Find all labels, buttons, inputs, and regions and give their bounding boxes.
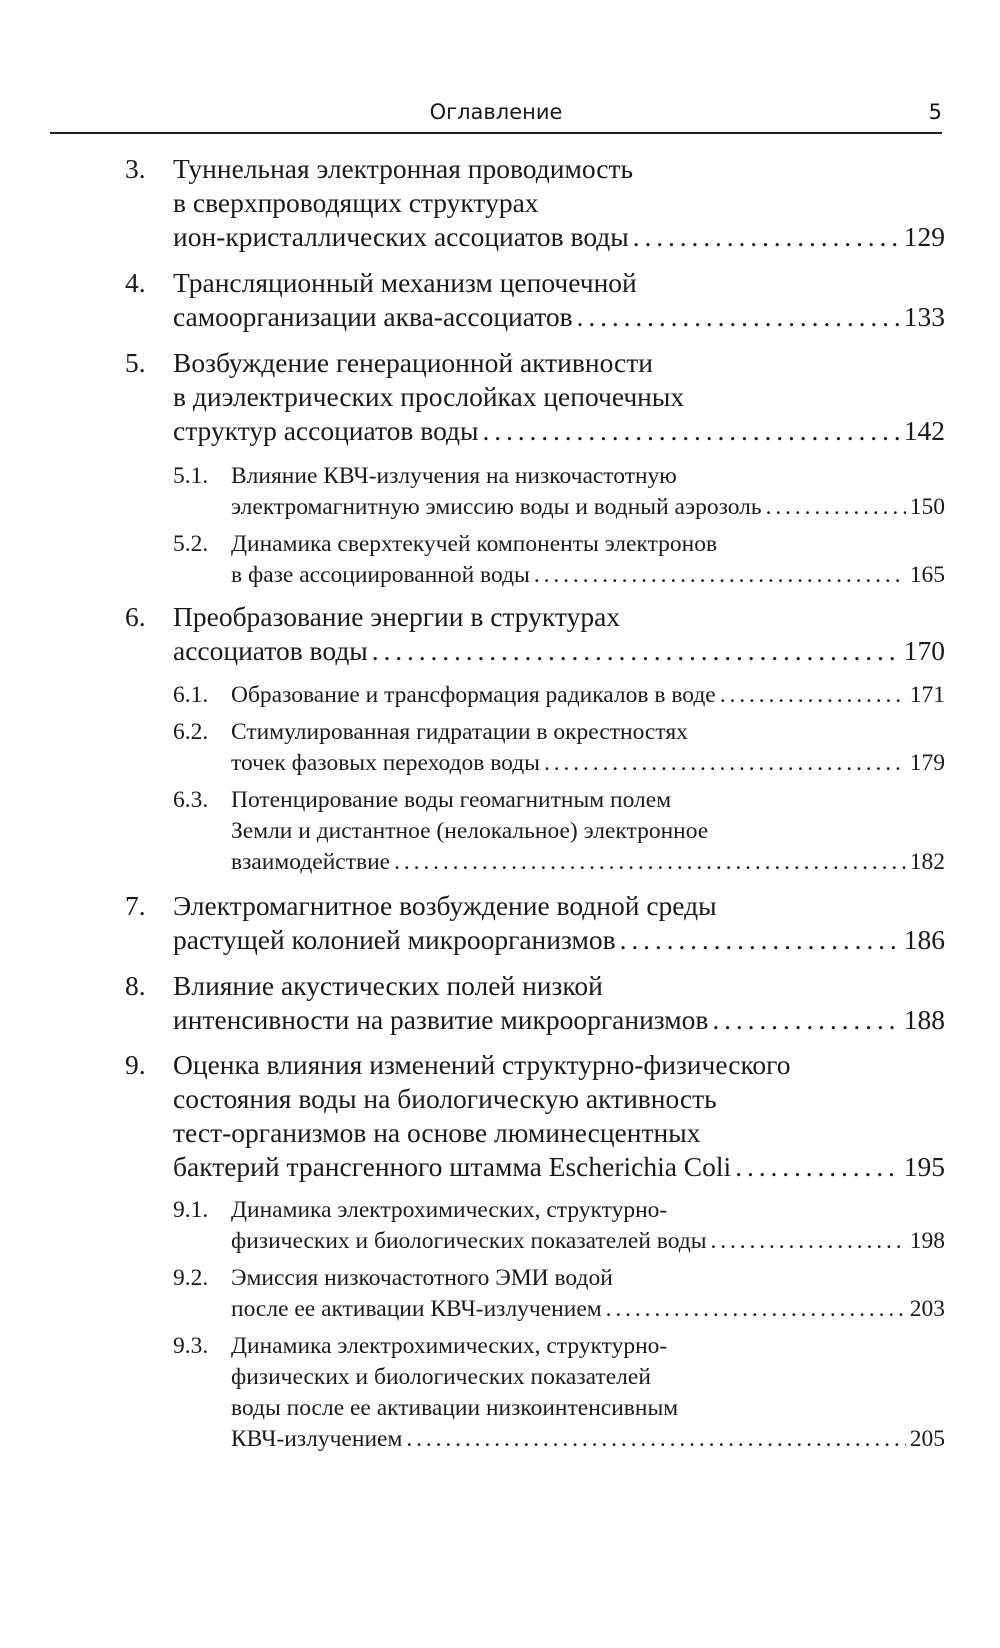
toc-entry-number: 9.2. [173,1265,209,1291]
toc-entry-title-line: точек фазовых переходов воды [231,750,540,776]
toc-entry-number: 6.1. [173,682,209,708]
toc-subentry [173,461,945,523]
running-head [50,98,942,134]
dot-leader [620,923,900,957]
toc-entry-title-line: Образование и трансформация радикалов в воде [231,682,716,708]
toc-entry-number: 6.2. [173,719,209,745]
toc-entry-last-line [231,492,945,523]
dot-leader [406,1424,905,1455]
toc-entry-page: 150 [909,494,945,520]
toc-entry-title-line: Влияние акустических полей низкой [173,970,603,1001]
toc-entry-title-line: Динамика электрохимических, структурно- [231,1197,668,1223]
toc-entry-title-line: физических и биологических показателей [231,1364,651,1390]
dot-leader [544,748,906,779]
toc-entry-title-line: структур ассоциатов воды [173,415,479,446]
toc-entry-title-line: ассоциатов воды [173,635,368,666]
toc-entry-last-line [231,1424,945,1455]
toc-entry-last-line [173,220,945,254]
toc-entry-title-line: в диэлектрических прослойках цепочечных [173,381,685,412]
toc-entry-page: 205 [909,1426,945,1452]
toc-entry-number: 8. [125,970,146,1001]
toc-entry-number: 7. [125,890,146,921]
running-head-title: Оглавление [429,100,563,124]
toc-entry-page: 170 [903,635,945,666]
toc-subentry [173,1331,945,1455]
toc-entry-title-line: Возбуждение генерационной активности [173,347,653,378]
toc-entry-title-line: в сверхпроводящих структурах [173,187,539,218]
toc-entry-number: 3. [125,153,146,184]
toc-entry-title-line: интенсивности на развитие микроорганизмов [173,1004,709,1035]
toc-entry-last-line [231,1226,945,1257]
toc-entry-number: 6.3. [173,787,209,813]
toc-entry-number: 9.3. [173,1333,209,1359]
toc-subentry [173,1263,945,1325]
toc-entry-page: 165 [909,562,945,588]
dot-leader [735,1150,900,1184]
dot-leader [720,680,906,711]
toc-entry-last-line [173,1150,945,1184]
toc-entry-title-line: Эмиссия низкочастотного ЭМИ водой [231,1265,613,1291]
toc-entry-title-line: в фазе ассоциированной воды [231,562,530,588]
toc-entry-number: 5.1. [173,463,209,489]
toc-entry-title-line: электромагнитную эмиссию воды и водный аэрозоль [231,494,762,520]
toc-entry [125,969,945,1037]
toc-entry-page: 195 [903,1151,945,1182]
toc-entry-last-line [173,300,945,334]
toc-entry-title-line: растущей колонией микроорганизмов [173,924,616,955]
toc-entry-title-line: Динамика сверхтекучей компоненты электронов [231,531,718,557]
toc-entry-page: 182 [909,849,945,875]
dot-leader [633,220,900,254]
toc-entry-last-line [231,680,945,711]
toc-entry-page: 198 [909,1228,945,1254]
toc-entry-title-line: взаимодействие [231,849,391,875]
toc-entry-number: 9. [125,1049,146,1080]
toc-entry-last-line [173,923,945,957]
toc-subentry [173,1195,945,1257]
dot-leader [711,1226,906,1257]
toc-entry-number: 9.1. [173,1197,209,1223]
dot-leader [577,300,900,334]
dot-leader [372,634,900,668]
toc-entry-title-line: Стимулированная гидратации в окрестностях [231,719,688,745]
toc-entry-page: 186 [903,924,945,955]
dot-leader [606,1294,906,1325]
toc-entry-last-line [231,847,945,878]
toc-entry [125,266,945,334]
toc-entry-title-line: Земли и дистантное (нелокальное) электронное [231,818,709,844]
toc-entry-page: 142 [903,415,945,446]
toc-entry-title-line: Трансляционный механизм цепочечной [173,267,637,298]
toc-entry-last-line [173,1003,945,1037]
toc-entry [125,889,945,957]
dot-leader [534,560,906,591]
toc-subentry [173,785,945,878]
toc-subentry [173,717,945,779]
toc-entry-last-line [173,414,945,448]
toc-entry [125,600,945,668]
toc-entry-title-line: ион-кристаллических ассоциатов воды [173,221,629,252]
toc-entry-title-line: состояния воды на биологическую активность [173,1083,717,1114]
toc-entry-page: 129 [903,221,945,252]
toc-entry-title-line: самоорганизации аква-ассоциатов [173,301,573,332]
toc-entry-last-line [231,748,945,779]
toc-entry-page: 133 [903,301,945,332]
dot-leader [394,847,906,878]
toc-entry-page: 179 [909,750,945,776]
toc-entry-title-line: Электромагнитное возбуждение водной среды [173,890,717,921]
toc-entry-number: 6. [125,601,146,632]
page-number: 5 [928,100,942,124]
toc-entry-title-line: после ее активации КВЧ-излучением [231,1296,602,1322]
toc-entry-title-line: КВЧ-излучением [231,1426,403,1452]
toc-entry-title-line: Динамика электрохимических, структурно- [231,1333,668,1359]
toc-entry [125,1048,945,1184]
toc-entry-title-line: Оценка влияния изменений структурно-физического [173,1049,791,1080]
toc-entry-number: 4. [125,267,146,298]
toc-entry-page: 188 [903,1004,945,1035]
toc-entry-page: 203 [909,1296,945,1322]
toc-entry-title-line: тест-организмов на основе люминесцентных [173,1117,701,1148]
toc-entry-last-line [231,560,945,591]
toc-entry-title-line: бактерий трансгенного штамма Escherichia Coli [173,1151,732,1182]
toc-entry-page: 171 [909,682,945,708]
toc-entry-last-line [231,1294,945,1325]
dot-leader [483,414,900,448]
toc-entry-title-line: Туннельная электронная проводимость [173,153,634,184]
toc-entry-title-line: Влияние КВЧ-излучения на низкочастотную [231,463,677,489]
toc-subentry [173,680,945,711]
toc-entry [125,152,945,254]
toc-entry [125,346,945,448]
toc-subentry [173,529,945,591]
dot-leader [712,1003,899,1037]
toc-entry-title-line: Потенцирование воды геомагнитным полем [231,787,672,813]
dot-leader [766,492,906,523]
toc-entry-title-line: воды после ее активации низкоинтенсивным [231,1395,679,1421]
toc-entry-last-line [173,634,945,668]
toc-entry-number: 5. [125,347,146,378]
toc-entry-number: 5.2. [173,531,209,557]
toc-entry-title-line: Преобразование энергии в структурах [173,601,621,632]
toc-entry-title-line: физических и биологических показателей воды [231,1228,707,1254]
